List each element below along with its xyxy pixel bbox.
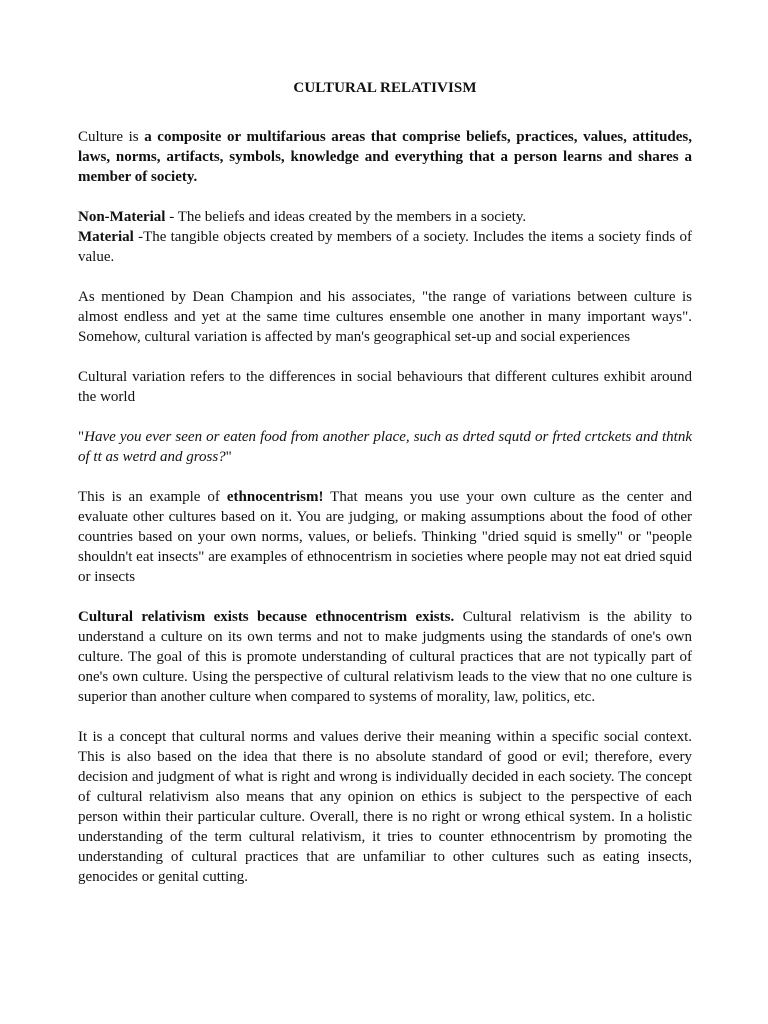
food-question-paragraph: [78, 427, 692, 467]
material-term: Material: [78, 229, 134, 245]
non-material-term: Non-Material: [78, 209, 166, 225]
open-quote: ": [78, 429, 85, 445]
cultural-relativism-paragraph: [78, 607, 692, 707]
cultural-relativism-bold: Cultural relativism exists because ethnocentrism exists.: [78, 609, 455, 625]
document-page: [78, 78, 692, 907]
material-text: -The tangible objects created by members of a society. Includes the items a society finds of value.: [78, 229, 692, 265]
ethnocentrism-lead: This is an example of: [78, 489, 227, 505]
non-material-text: - The beliefs and ideas created by the members in a society.: [165, 209, 527, 225]
ethnocentrism-rest: That means you use your own culture as the center and evaluate other cultures based on it. You are judging, or making assumptions about the food of other countries based on your own norms, values, or beliefs. Thinking "dried squid is smelly" or "people shouldn't eat insects" are examples of ethnocentrism in societies where people may not eat dried squid or insects: [78, 489, 693, 585]
champion-paragraph: As mentioned by Dean Champion and his associates, "the range of variations between culture is almost endless and yet at the same time cultures ensemble one another in many important ways". Somehow, cultural variation is affected by man's geographical set-up and social experiences: [78, 289, 692, 345]
ethnocentrism-bold: ethnocentrism!: [226, 489, 324, 505]
culture-definition-paragraph: [78, 127, 692, 187]
material-definition: [78, 227, 692, 267]
non-material-definition: [78, 207, 692, 227]
cultural-relativism-rest: Cultural relativism is the ability to understand a culture on its own terms and not to make judgments using the standards of one's own culture. The goal of this is promote understanding of cultural practices that are not typically part of one's own culture. Using the perspective of cultural relativism leads to the view that no one culture is superior than another culture when compared to systems of morality, law, politics, etc.: [78, 609, 692, 705]
food-question-italic: Have you ever seen or eaten food from another place, such as drted squtd or frted crtckets and thtnk of tt as wetrd and gross?: [78, 429, 692, 465]
concept-paragraph: It is a concept that cultural norms and values derive their meaning within a specific social context. This is also based on the idea that there is no absolute standard of good or evil; therefore, every decision and judgment of what is right and wrong is individually decided in each society. The concept of cultural relativism also means that any opinion on ethics is subject to the perspective of each person within their particular culture. Overall, there is no right or wrong ethical system. In a holistic understanding of the term cultural relativism, it tries to counter ethnocentrism by promoting the understanding of cultural practices that are unfamiliar to other cultures such as eating insects, genocides or genital cutting.: [78, 729, 692, 885]
culture-definition-bold: a composite or multifarious areas that comprise beliefs, practices, values, attitudes, laws, norms, artifacts, symbols, knowledge and everything that a person learns and shares a member of society.: [78, 129, 692, 185]
ethnocentrism-paragraph: [78, 487, 692, 587]
close-quote: ": [225, 449, 232, 465]
culture-definition-lead: Culture is: [78, 129, 145, 145]
cultural-variation-paragraph: Cultural variation refers to the differences in social behaviours that different cultures exhibit around the world: [78, 369, 692, 405]
document-title: CULTURAL RELATIVISM: [293, 80, 477, 96]
